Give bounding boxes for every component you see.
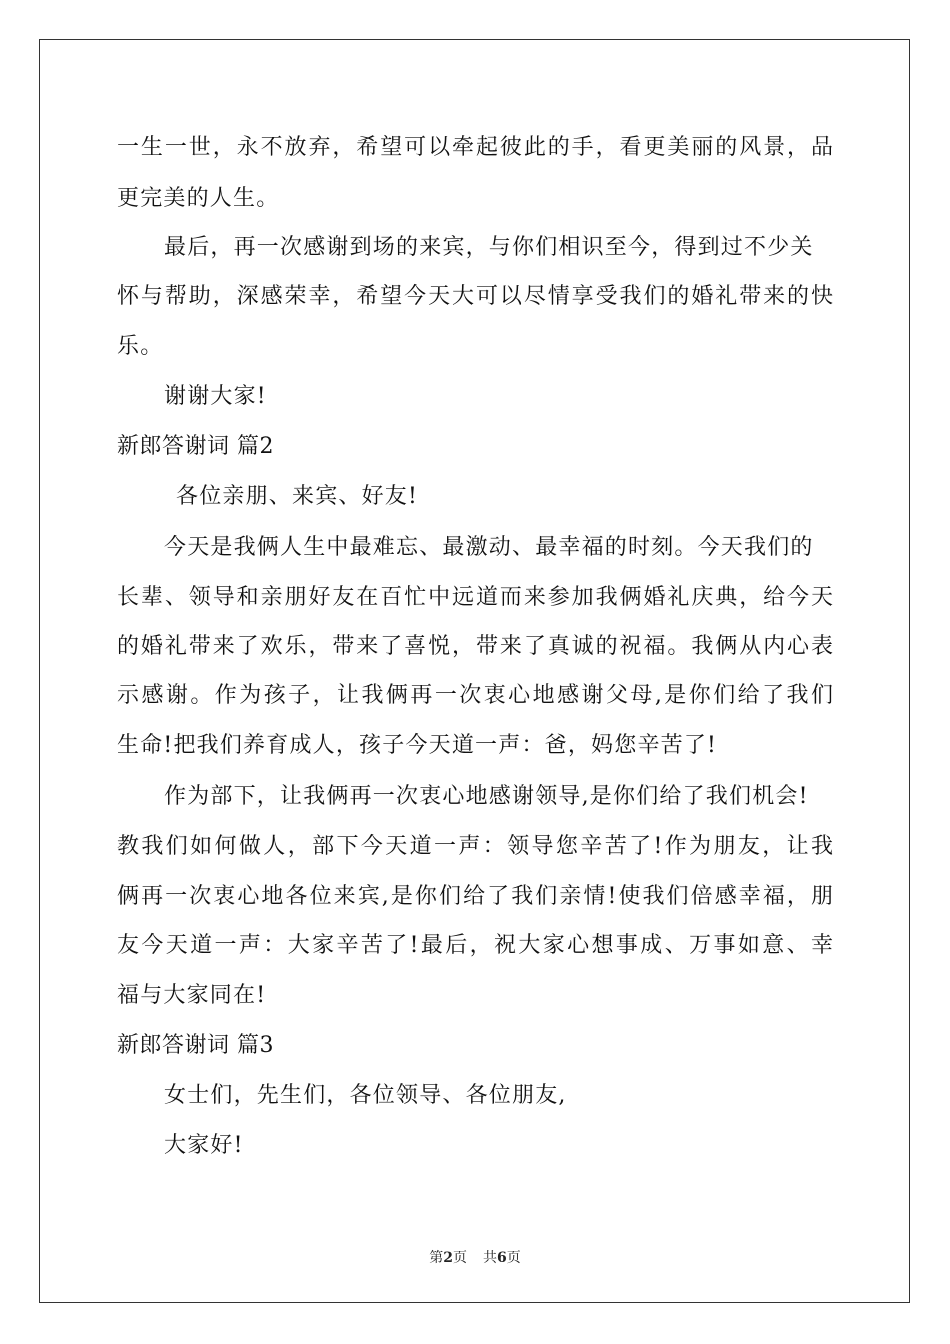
- paragraph-line: 今天是我俩人生中最难忘、最激动、最幸福的时刻。今天我们的: [164, 535, 814, 560]
- paragraph-line: 谢谢大家!: [164, 384, 267, 409]
- paragraph-line: 怀与帮助，深感荣幸，希望今天大可以尽情享受我们的婚礼带来的快: [117, 284, 833, 309]
- paragraph-line: 教我们如何做人，部下今天道一声：领导您辛苦了!作为朋友，让我: [117, 834, 833, 859]
- paragraph-line: 一生一世，永不放弃，希望可以牵起彼此的手，看更美丽的风景，品: [117, 135, 833, 160]
- section-heading: 新郎答谢词 篇3: [117, 1033, 274, 1058]
- salutation-line: 女士们，先生们，各位领导、各位朋友,: [164, 1083, 567, 1108]
- paragraph-line: 福与大家同在!: [117, 983, 267, 1008]
- page-footer: [0, 1248, 950, 1268]
- paragraph-line: 示感谢。作为孩子，让我俩再一次衷心地感谢父母,是你们给了我们: [117, 683, 833, 708]
- paragraph-line: 作为部下，让我俩再一次衷心地感谢领导,是你们给了我们机会!: [164, 784, 809, 809]
- paragraph-line: 的婚礼带来了欢乐，带来了喜悦，带来了真诚的祝福。我俩从内心表: [117, 634, 833, 659]
- paragraph-line: 更完美的人生。: [117, 186, 280, 211]
- paragraph-line: 友今天道一声：大家辛苦了!最后，祝大家心想事成、万事如意、幸: [117, 933, 833, 958]
- page-number: 2: [443, 1250, 453, 1266]
- page-prefix: 第: [429, 1250, 444, 1266]
- page-suffix: 页: [453, 1250, 467, 1266]
- total-prefix: 共: [483, 1250, 497, 1266]
- section-heading: 新郎答谢词 篇2: [117, 434, 274, 459]
- total-suffix: 页: [506, 1250, 521, 1266]
- paragraph-line: 最后，再一次感谢到场的来宾，与你们相识至今，得到过不少关: [164, 235, 814, 260]
- paragraph-line: 长辈、领导和亲朋好友在百忙中远道而来参加我俩婚礼庆典，给今天: [117, 585, 833, 610]
- paragraph-line: 生命!把我们养育成人，孩子今天道一声：爸，妈您辛苦了!: [117, 733, 718, 758]
- salutation-line: 各位亲朋、来宾、好友!: [176, 484, 419, 509]
- total-pages: 6: [497, 1250, 507, 1266]
- paragraph-line: 俩再一次衷心地各位来宾,是你们给了我们亲情!使我们倍感幸福，朋: [117, 884, 833, 909]
- paragraph-line: 乐。: [117, 334, 164, 359]
- page-frame: [39, 39, 910, 1303]
- greeting-line: 大家好!: [164, 1133, 244, 1158]
